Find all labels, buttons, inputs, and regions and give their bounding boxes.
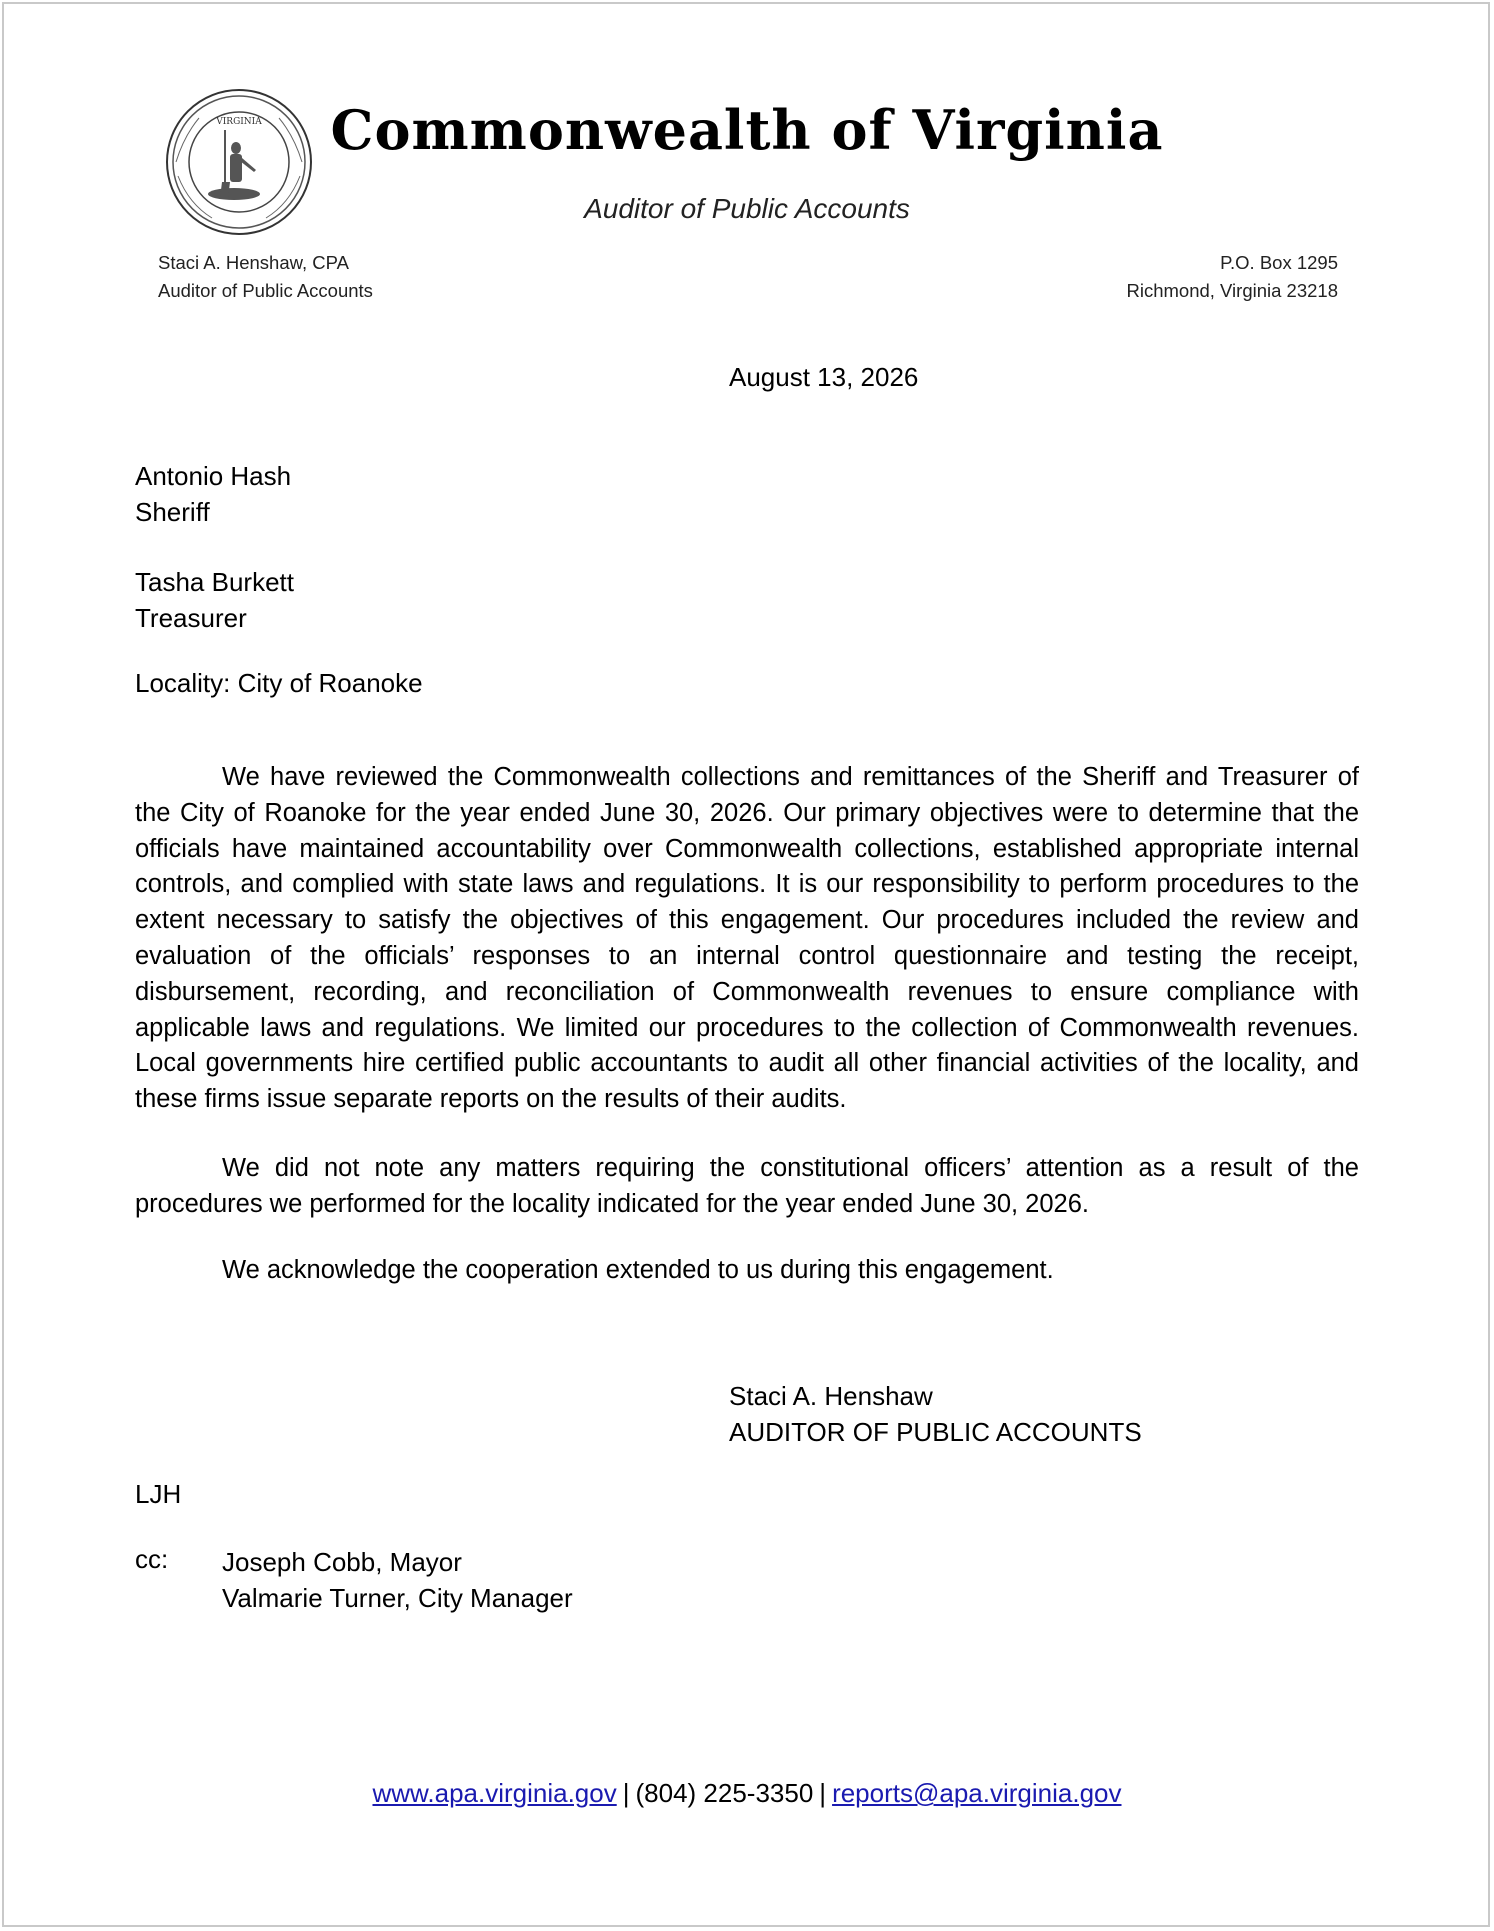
recipient-title: Treasurer [135, 603, 247, 633]
recipient-name: Tasha Burkett [135, 567, 294, 597]
recipient-sheriff [135, 458, 291, 530]
seal-text: VIRGINIA [216, 117, 262, 127]
recipient-name: Antonio Hash [135, 461, 292, 491]
website-link[interactable]: www.apa.virginia.gov [372, 1778, 617, 1808]
letterhead-subtitle: Auditor of Public Accounts [584, 193, 910, 224]
body-paragraph-review: We have reviewed the Commonwealth collections and remittances of the Sheriff and Treasurer of the City of Roanoke for the year ended June 30, 2026. Our primary objectives were to determine that the officials have maintained accountability over Commonwealth collections, established appropriate internal controls, and complied with state laws and regulations. It is our responsibility to perform procedures to the extent necessary to satisfy the objectives of this engagement. Our procedures included the review and evaluation of the officials’ responses to an internal control questionnaire and testing the receipt, disbursement, recording, and reconciliation of Commonwealth revenues to ensure compliance with applicable laws and regulations. We limited our procedures to the collection of Commonwealth revenues. Local governments hire certified public accountants to audit all other financial activities of the locality, and these firms issue separate reports on the results of their audits. [135, 763, 1359, 1114]
body-paragraph-acknowledgement: We acknowledge the cooperation extended to us during this engagement. [222, 1256, 1054, 1284]
phone-number: (804) 225-3350 [635, 1778, 814, 1808]
po-box: P.O. Box 1295 [1220, 252, 1338, 273]
recipient-treasurer [135, 564, 294, 636]
signer-name: Staci A. Henshaw [729, 1381, 933, 1411]
footer-separator: | [622, 1778, 630, 1808]
cc-label: cc: [135, 1544, 169, 1574]
body-paragraph-findings: We did not note any matters requiring the constitutional officers’ attention as a result of the procedures we performed for the locality indicated for the year ended June 30, 2026. [135, 1154, 1359, 1218]
signer-title: AUDITOR OF PUBLIC ACCOUNTS [729, 1417, 1142, 1447]
letterhead-auditor-info [158, 249, 373, 305]
footer-separator: | [819, 1778, 827, 1808]
auditor-title: Auditor of Public Accounts [158, 280, 373, 301]
recipient-title: Sheriff [135, 497, 210, 527]
cc-recipient: Joseph Cobb, Mayor [222, 1547, 462, 1577]
auditor-name: Staci A. Henshaw, CPA [158, 252, 349, 273]
typist-initials: LJH [135, 1479, 182, 1509]
letterhead-address [1126, 249, 1338, 305]
email-link[interactable]: reports@apa.virginia.gov [832, 1778, 1122, 1808]
cc-recipient: Valmarie Turner, City Manager [222, 1583, 573, 1613]
letter-date: August 13, 2026 [729, 362, 919, 392]
cc-list [222, 1544, 573, 1616]
signature-block [729, 1378, 1142, 1450]
city-state-zip: Richmond, Virginia 23218 [1126, 280, 1338, 301]
letterhead-title: Commonwealth of Virginia [330, 98, 1164, 162]
footer-contact [0, 1778, 1494, 1809]
locality-line: Locality: City of Roanoke [135, 668, 423, 698]
